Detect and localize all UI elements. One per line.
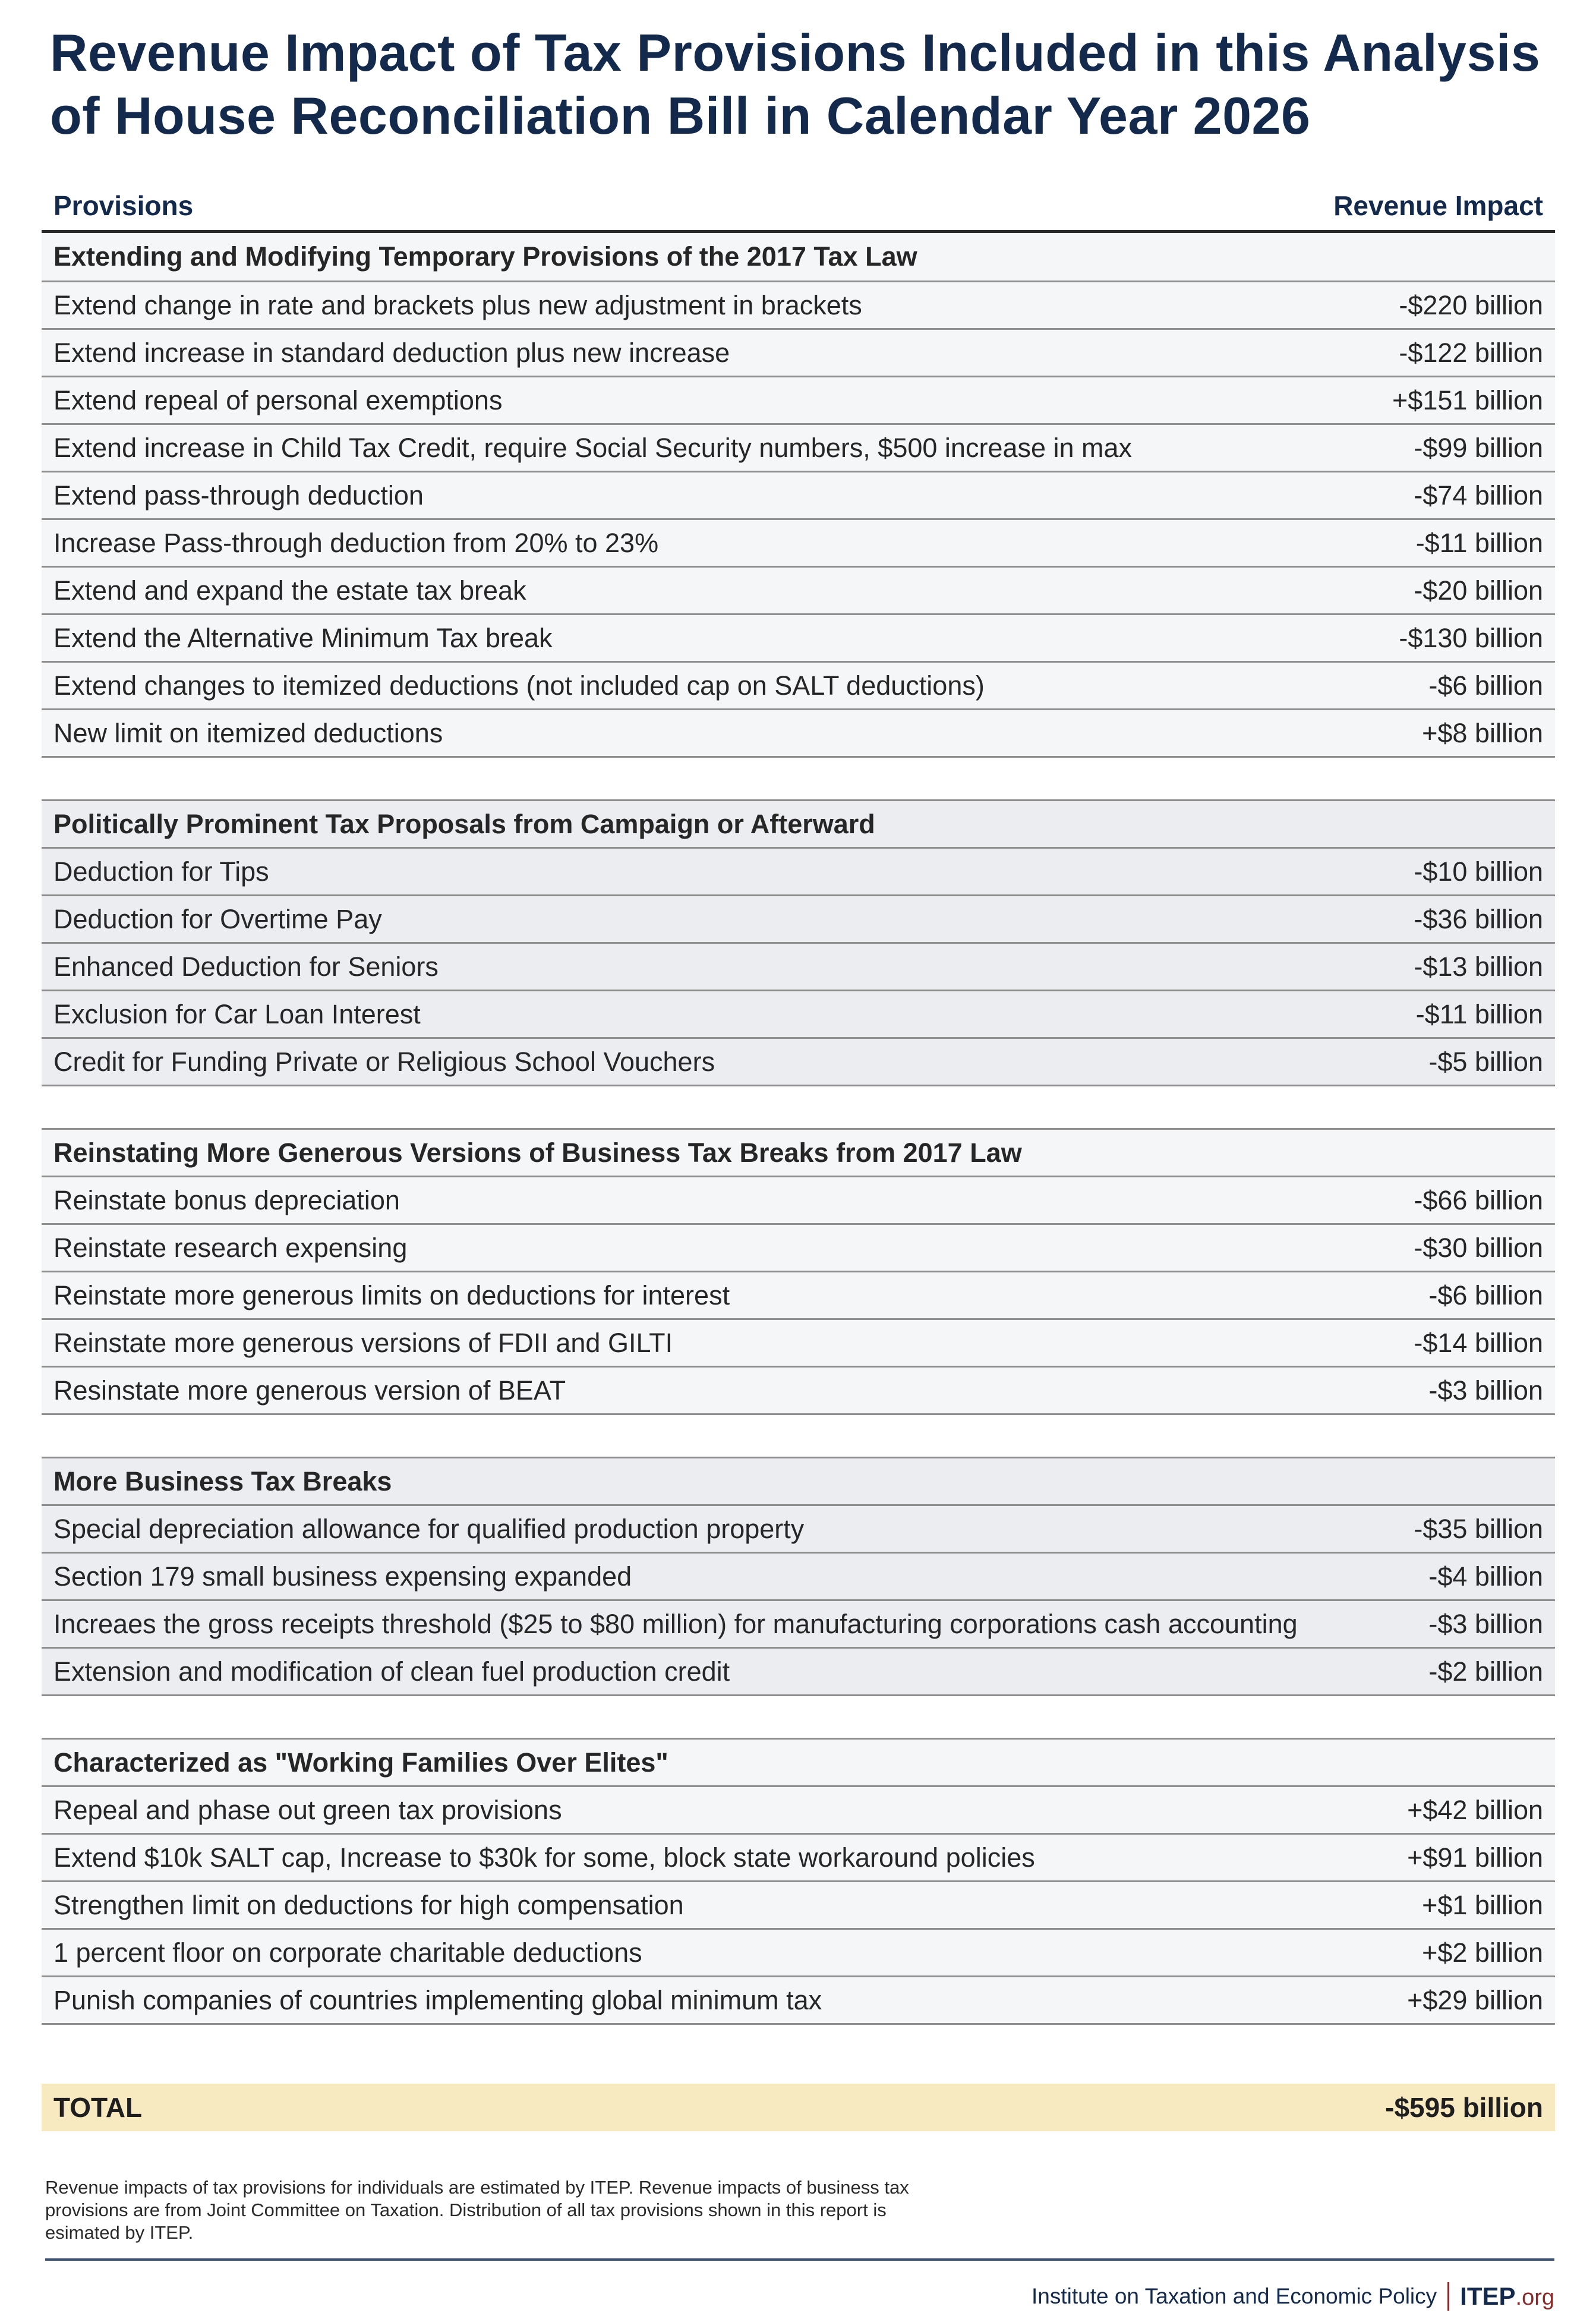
- table-row: [42, 1552, 1555, 1599]
- title-line-1: Revenue Impact of Tax Provisions Included in this Analysis: [50, 23, 1541, 82]
- section-heading: Extending and Modifying Temporary Provisions of the 2017 Tax Law: [53, 241, 917, 272]
- table-row: [42, 376, 1555, 423]
- provision-label: Increase Pass-through deduction from 20% to 23%: [53, 527, 659, 558]
- revenue-impact-value: +$91 billion: [1407, 1842, 1543, 1873]
- table-row: [42, 708, 1555, 756]
- revenue-impact-value: -$10 billion: [1414, 856, 1543, 887]
- revenue-impact-value: -$35 billion: [1414, 1513, 1543, 1544]
- provision-label: Strengthen limit on deductions for high compensation: [53, 1889, 684, 1920]
- table-section: [42, 1738, 1555, 2025]
- provision-label: Extend pass-through deduction: [53, 480, 424, 511]
- revenue-impact-value: -$11 billion: [1415, 527, 1543, 558]
- table-row: [42, 1504, 1555, 1552]
- org-name: Institute on Taxation and Economic Policy: [1032, 2284, 1437, 2308]
- revenue-impact-value: -$13 billion: [1414, 951, 1543, 982]
- brand-suffix: .org: [1515, 2285, 1554, 2310]
- provision-label: Enhanced Deduction for Seniors: [53, 951, 439, 982]
- provision-label: Extend $10k SALT cap, Increase to $30k for some, block state workaround policies: [53, 1842, 1035, 1873]
- table-section: [42, 799, 1555, 1086]
- provision-label: Extend increase in Child Tax Credit, require Social Security numbers, $500 increase in max: [53, 432, 1133, 463]
- revenue-impact-value: -$130 billion: [1399, 622, 1543, 653]
- brand-name: ITEP: [1460, 2282, 1516, 2310]
- revenue-impact-value: -$6 billion: [1428, 670, 1543, 701]
- page-title: [50, 21, 1571, 147]
- table-row: [42, 1647, 1555, 1694]
- table-row: [42, 942, 1555, 990]
- header-provisions: Provisions: [53, 190, 194, 221]
- provision-label: Reinstate research expensing: [53, 1232, 408, 1263]
- table-section: [42, 233, 1555, 758]
- provision-label: Section 179 small business expensing expanded: [53, 1561, 632, 1592]
- provision-label: Extension and modification of clean fuel production credit: [53, 1656, 730, 1687]
- table-row: [42, 1833, 1555, 1880]
- provision-label: Special depreciation allowance for qualified production property: [53, 1513, 805, 1544]
- table-row: [42, 1318, 1555, 1366]
- table-row: [42, 1037, 1555, 1085]
- provision-label: Extend and expand the estate tax break: [53, 575, 526, 606]
- provision-label: Deduction for Tips: [53, 856, 269, 887]
- sections-container: [42, 233, 1555, 2025]
- provision-label: Deduction for Overtime Pay: [53, 903, 382, 934]
- header-revenue-impact: Revenue Impact: [1333, 190, 1543, 221]
- table-row: [42, 281, 1555, 328]
- revenue-impact-value: -$36 billion: [1414, 903, 1543, 934]
- revenue-impact-value: -$20 billion: [1414, 575, 1543, 606]
- revenue-impact-value: -$3 billion: [1428, 1608, 1543, 1639]
- revenue-impact-value: -$30 billion: [1414, 1232, 1543, 1263]
- revenue-impact-value: -$4 billion: [1428, 1561, 1543, 1592]
- provision-label: Extend repeal of personal exemptions: [53, 385, 503, 415]
- table-row: [42, 328, 1555, 376]
- table-section: [42, 1128, 1555, 1415]
- footer-divider: [45, 2258, 1554, 2261]
- section-heading: More Business Tax Breaks: [42, 1457, 1555, 1504]
- total-value: -$595 billion: [1385, 2092, 1543, 2123]
- revenue-impact-value: -$2 billion: [1428, 1656, 1543, 1687]
- total-label: TOTAL: [53, 2092, 143, 2123]
- footer: [1032, 2282, 1554, 2311]
- revenue-impact-value: -$3 billion: [1428, 1375, 1543, 1406]
- provision-label: Punish companies of countries implementing global minimum tax: [53, 1984, 822, 2015]
- table-row: [42, 1223, 1555, 1271]
- table-row: [42, 1599, 1555, 1647]
- revenue-impact-value: -$66 billion: [1414, 1184, 1543, 1215]
- provision-label: Exclusion for Car Loan Interest: [53, 998, 421, 1029]
- provision-label: Credit for Funding Private or Religious School Vouchers: [53, 1046, 715, 1077]
- provision-label: New limit on itemized deductions: [53, 717, 443, 748]
- table-row: [42, 990, 1555, 1037]
- revenue-impact-value: +$8 billion: [1422, 717, 1543, 748]
- table-row: [42, 1880, 1555, 1928]
- revenue-impact-value: -$74 billion: [1414, 480, 1543, 511]
- itep-logo: [1460, 2282, 1554, 2311]
- table-row: [42, 613, 1555, 661]
- provision-label: Extend changes to itemized deductions (not included cap on SALT deductions): [53, 670, 985, 701]
- revenue-impact-value: +$2 billion: [1422, 1937, 1543, 1968]
- table-row: [42, 423, 1555, 471]
- footer-separator: [1447, 2282, 1449, 2311]
- table-row: [42, 1176, 1555, 1223]
- revenue-impact-value: +$29 billion: [1407, 1984, 1543, 2015]
- revenue-impact-value: +$151 billion: [1392, 385, 1543, 415]
- table-row: [42, 894, 1555, 942]
- revenue-table: [42, 184, 1555, 2025]
- title-line-2: of House Reconciliation Bill in Calendar Year 2026: [50, 86, 1311, 145]
- revenue-impact-value: -$122 billion: [1399, 337, 1543, 368]
- revenue-impact-value: -$11 billion: [1415, 998, 1543, 1029]
- revenue-impact-value: -$14 billion: [1414, 1327, 1543, 1358]
- table-row: [42, 661, 1555, 708]
- provision-label: Extend the Alternative Minimum Tax break: [53, 622, 553, 653]
- revenue-impact-value: -$6 billion: [1428, 1280, 1543, 1310]
- revenue-impact-value: -$99 billion: [1414, 432, 1543, 463]
- section-heading: Characterized as "Working Families Over Elites": [42, 1738, 1555, 1785]
- provision-label: 1 percent floor on corporate charitable deductions: [53, 1937, 642, 1968]
- revenue-impact-value: -$5 billion: [1428, 1046, 1543, 1077]
- provision-label: Resinstate more generous version of BEAT: [53, 1375, 566, 1406]
- table-row: [42, 1785, 1555, 1833]
- table-row: [42, 1271, 1555, 1318]
- section-heading: Politically Prominent Tax Proposals from Campaign or Afterward: [42, 799, 1555, 847]
- provision-label: Repeal and phase out green tax provisions: [53, 1794, 562, 1825]
- revenue-impact-value: -$220 billion: [1399, 289, 1543, 320]
- section-heading: Reinstating More Generous Versions of Business Tax Breaks from 2017 Law: [42, 1128, 1555, 1176]
- provision-label: Extend increase in standard deduction plus new increase: [53, 337, 730, 368]
- provision-label: Increaes the gross receipts threshold ($25 to $80 million) for manufacturing corporations cash accounting: [53, 1608, 1298, 1639]
- total-row: [42, 2084, 1555, 2131]
- table-row: [42, 1928, 1555, 1975]
- table-row: [42, 518, 1555, 566]
- revenue-impact-value: +$1 billion: [1422, 1889, 1543, 1920]
- provision-label: Reinstate bonus depreciation: [53, 1184, 400, 1215]
- table-section: [42, 1457, 1555, 1696]
- table-header: [42, 184, 1555, 233]
- provision-label: Reinstate more generous versions of FDII and GILTI: [53, 1327, 673, 1358]
- table-row: [42, 1975, 1555, 2023]
- provision-label: Reinstate more generous limits on deductions for interest: [53, 1280, 730, 1310]
- table-row: [42, 566, 1555, 613]
- provision-label: Extend change in rate and brackets plus new adjustment in brackets: [53, 289, 862, 320]
- source-note: Revenue impacts of tax provisions for individuals are estimated by ITEP. Revenue impacts of business tax provisions are from Joint Committee on Taxation. Distribution of all tax provisions shown in this report is esimated by ITEP.: [45, 2177, 909, 2243]
- revenue-impact-value: +$42 billion: [1407, 1794, 1543, 1825]
- table-row: [42, 471, 1555, 518]
- table-row: [42, 1366, 1555, 1413]
- table-row: [42, 847, 1555, 894]
